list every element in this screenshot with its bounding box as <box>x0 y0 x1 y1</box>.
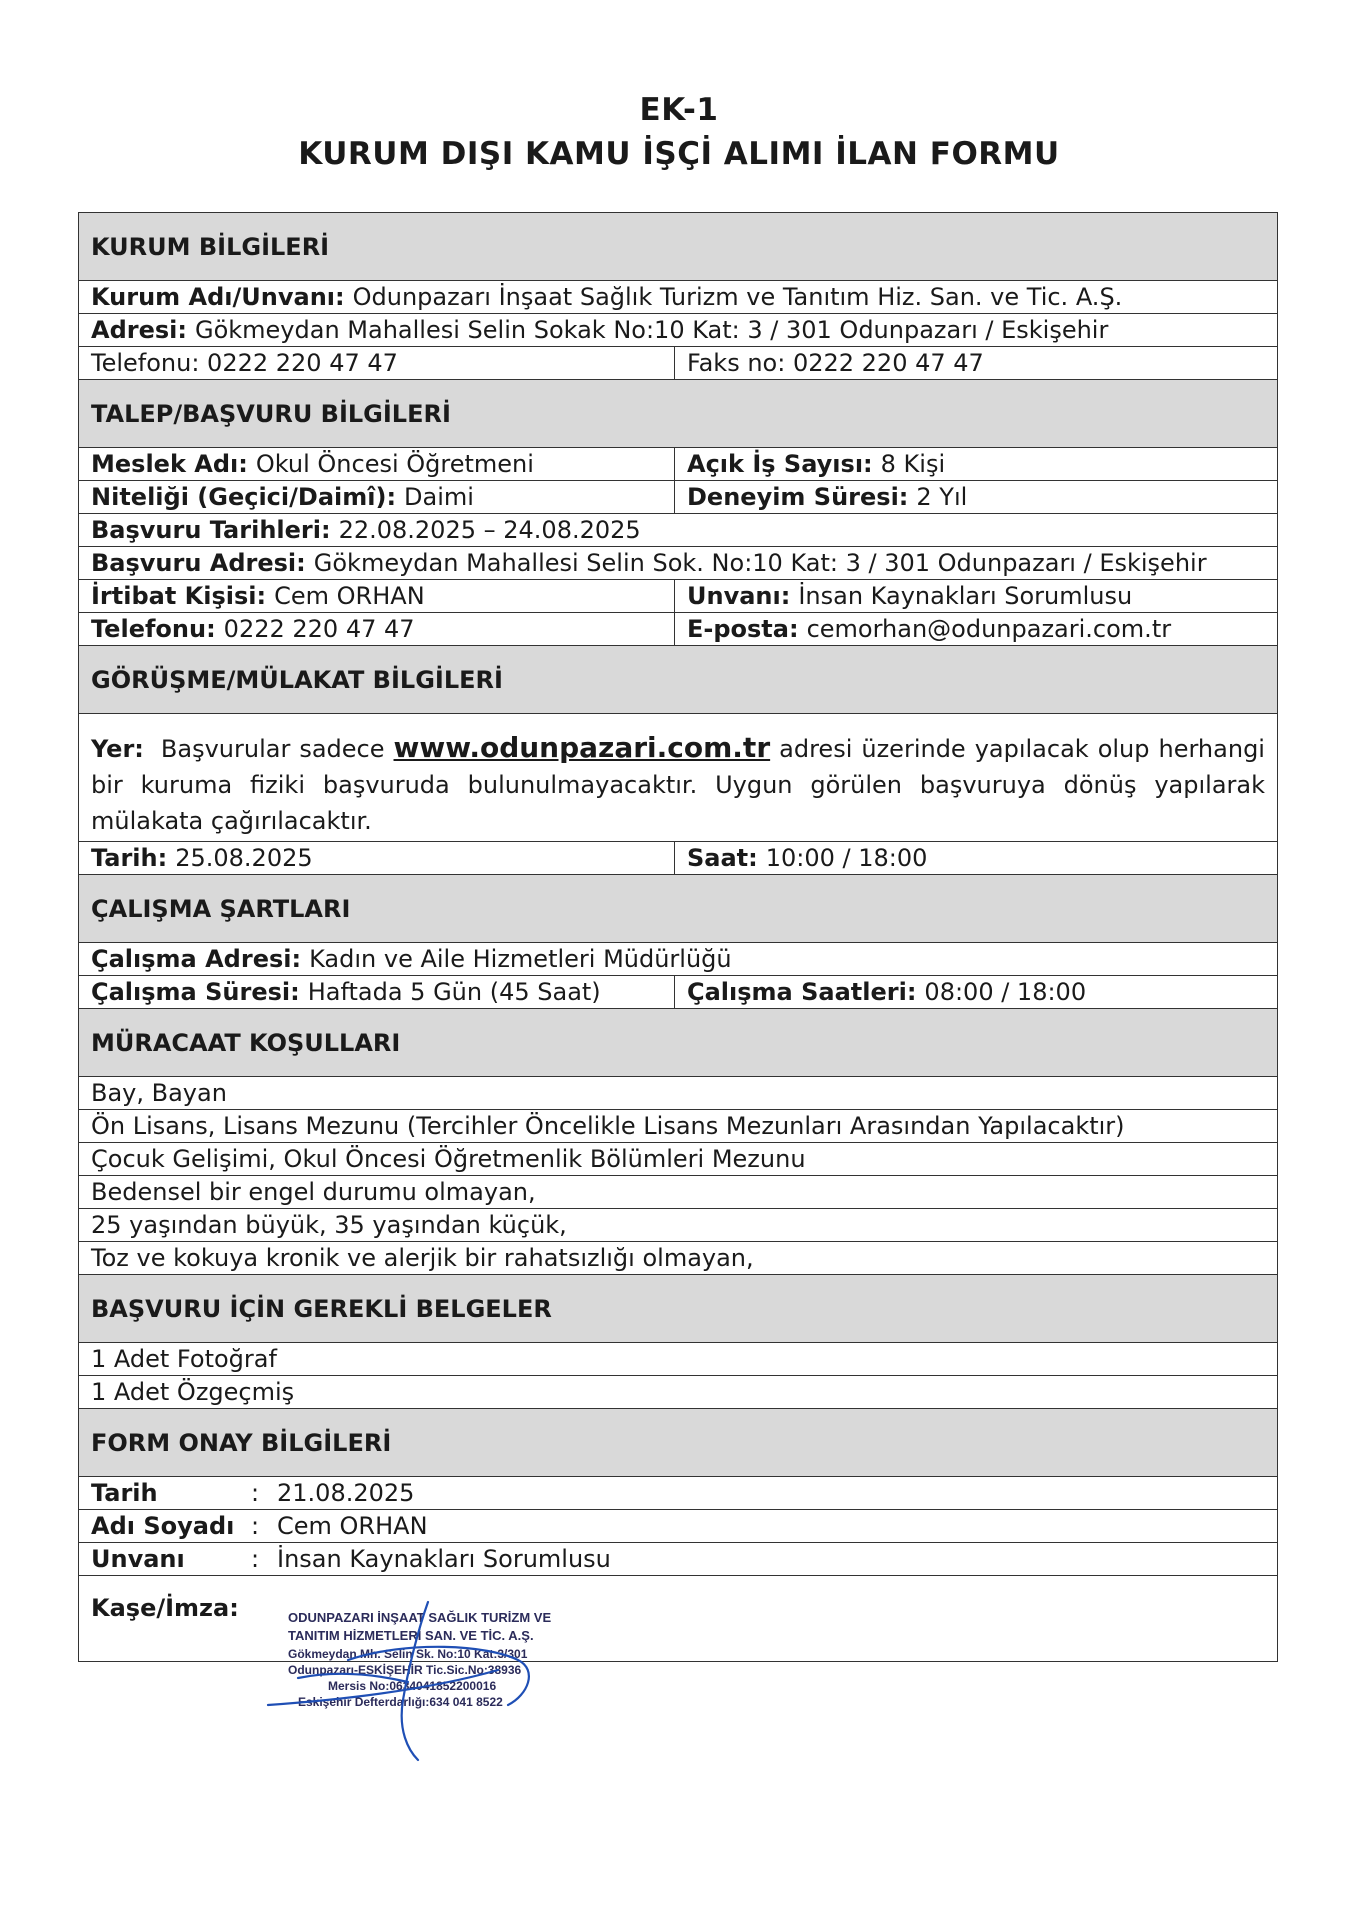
row-mulakat-zaman: Tarih: 25.08.2025 Saat: 10:00 / 18:00 <box>79 841 1277 874</box>
company-stamp <box>258 1600 638 1770</box>
calisma-saat-value: 08:00 / 18:00 <box>924 978 1087 1006</box>
section-onay: FORM ONAY BİLGİLERİ <box>79 1408 1277 1476</box>
acik-is-value: 8 Kişi <box>880 450 946 478</box>
meslek-value: Okul Öncesi Öğretmeni <box>255 450 534 478</box>
list-item: Ön Lisans, Lisans Mezunu (Tercihler Öncelikle Lisans Mezunları Arasından Yapılacaktır) <box>79 1109 1277 1142</box>
list-item: Çocuk Gelişimi, Okul Öncesi Öğretmenlik Bölümleri Mezunu <box>79 1142 1277 1175</box>
website-link[interactable]: www.odunpazari.com.tr <box>393 731 771 764</box>
talep-telefon-value: 0222 220 47 47 <box>223 615 415 643</box>
row-kurum-adi: Kurum Adı/Unvanı: Odunpazarı İnşaat Sağlık Turizm ve Tanıtım Hiz. San. ve Tic. A.Ş. <box>79 280 1277 313</box>
list-item: 25 yaşından büyük, 35 yaşından küçük, <box>79 1208 1277 1241</box>
section-calisma: ÇALIŞMA ŞARTLARI <box>79 874 1277 942</box>
section-belgeler: BAŞVURU İÇİN GEREKLİ BELGELER <box>79 1274 1277 1342</box>
deneyim-value: 2 Yıl <box>916 483 968 511</box>
list-item: 1 Adet Özgeçmiş <box>79 1375 1277 1408</box>
row-meslek: Meslek Adı: Okul Öncesi Öğretmeni Açık İş Sayısı: 8 Kişi <box>79 447 1277 480</box>
row-onay-unvan: Unvanı : İnsan Kaynakları Sorumlusu <box>79 1542 1277 1575</box>
stamp-line: Gökmeydan Mh. Selin Sk. No:10 Kat:3/301 <box>288 1647 528 1661</box>
list-item: Toz ve kokuya kronik ve alerjik bir rahatsızlığı olmayan, <box>79 1241 1277 1274</box>
stamp-line: ODUNPAZARI İNŞAAT SAĞLIK TURİZM VE <box>288 1610 552 1625</box>
mulakat-saat-value: 10:00 / 18:00 <box>765 844 928 872</box>
row-onay-tarih: Tarih : 21.08.2025 <box>79 1476 1277 1509</box>
row-talep-iletisim: Telefonu: 0222 220 47 47 E-posta: cemorhan@odunpazari.com.tr <box>79 612 1277 645</box>
onay-ad-value: Cem ORHAN <box>277 1512 428 1540</box>
irtibat-value: Cem ORHAN <box>274 582 425 610</box>
form-title: KURUM DIŞI KAMU İŞÇİ ALIMI İLAN FORMU <box>298 136 1060 172</box>
stamp-line: Odunpazarı-ESKİŞEHİR Tic.Sic.No:38936 <box>288 1663 522 1677</box>
eposta-value[interactable]: cemorhan@odunpazari.com.tr <box>806 615 1172 643</box>
section-talep: TALEP/BAŞVURU BİLGİLERİ <box>79 379 1277 447</box>
kase-imza-label: Kaşe/İmza: <box>91 1594 239 1622</box>
onay-tarih-value: 21.08.2025 <box>277 1479 415 1507</box>
kurum-adres-value: Gökmeydan Mahallesi Selin Sokak No:10 Kat: 3 / 301 Odunpazarı / Eskişehir <box>194 316 1109 344</box>
basvuru-tarih-value: 22.08.2025 – 24.08.2025 <box>338 516 641 544</box>
basvuru-adres-value: Gökmeydan Mahallesi Selin Sok. No:10 Kat: 3 / 301 Odunpazarı / Eskişehir <box>313 549 1207 577</box>
list-item: Bedensel bir engel durumu olmayan, <box>79 1175 1277 1208</box>
stamp-line: Mersis No:0634041852200016 <box>328 1679 497 1693</box>
row-basvuru-tarih: Başvuru Tarihleri: 22.08.2025 – 24.08.2025 <box>79 513 1277 546</box>
nitelik-value: Daimi <box>404 483 474 511</box>
section-kurum: KURUM BİLGİLERİ <box>79 212 1277 280</box>
list-item: Bay, Bayan <box>79 1076 1277 1109</box>
calisma-sure-value: Haftada 5 Gün (45 Saat) <box>307 978 601 1006</box>
announcement-form <box>78 212 1278 1662</box>
kurum-telefon: Telefonu: 0222 220 47 47 <box>91 349 398 377</box>
row-irtibat: İrtibat Kişisi: Cem ORHAN Unvanı: İnsan Kaynakları Sorumlusu <box>79 579 1277 612</box>
row-nitelik: Niteliği (Geçici/Daimî): Daimi Deneyim Süresi: 2 Yıl <box>79 480 1277 513</box>
stamp-line: TANITIM HİZMETLERİ SAN. VE TİC. A.Ş. <box>288 1628 534 1643</box>
section-gorusme: GÖRÜŞME/MÜLAKAT BİLGİLERİ <box>79 645 1277 713</box>
row-calisma-sure: Çalışma Süresi: Haftada 5 Gün (45 Saat) Çalışma Saatleri: 08:00 / 18:00 <box>79 975 1277 1008</box>
mulakat-tarih-value: 25.08.2025 <box>175 844 313 872</box>
kurum-adi-value: Odunpazarı İnşaat Sağlık Turizm ve Tanıtım Hiz. San. ve Tic. A.Ş. <box>352 283 1123 311</box>
row-calisma-adres: Çalışma Adresi: Kadın ve Aile Hizmetleri Müdürlüğü <box>79 942 1277 975</box>
onay-unvan-value: İnsan Kaynakları Sorumlusu <box>277 1545 611 1573</box>
list-item: 1 Adet Fotoğraf <box>79 1342 1277 1375</box>
kurum-faks: Faks no: 0222 220 47 47 <box>674 347 1277 379</box>
calisma-adres-value: Kadın ve Aile Hizmetleri Müdürlüğü <box>309 945 732 973</box>
gorusme-yer-paragraph: Yer: Başvurular sadece www.odunpazari.com.tr adresi üzerinde yapılacak olup herhangi bir kuruma fiziki başvuruda bulunulmayacaktır. Uygun görülen başvuruya dönüş yapılarak mülakata çağırılacaktır. <box>79 713 1277 841</box>
section-muracaat: MÜRACAAT KOŞULLARI <box>79 1008 1277 1076</box>
row-onay-ad: Adı Soyadı : Cem ORHAN <box>79 1509 1277 1542</box>
unvan-value: İnsan Kaynakları Sorumlusu <box>798 582 1133 610</box>
row-basvuru-adres: Başvuru Adresi: Gökmeydan Mahallesi Selin Sok. No:10 Kat: 3 / 301 Odunpazarı / Eskişehir <box>79 546 1277 579</box>
row-kurum-iletisim <box>79 346 1277 379</box>
row-kurum-adres: Adresi: Gökmeydan Mahallesi Selin Sokak No:10 Kat: 3 / 301 Odunpazarı / Eskişehir <box>79 313 1277 346</box>
form-code: EK-1 <box>639 92 719 128</box>
stamp-line: Eskişehir Defterdarlığı:634 041 8522 <box>298 1695 503 1709</box>
